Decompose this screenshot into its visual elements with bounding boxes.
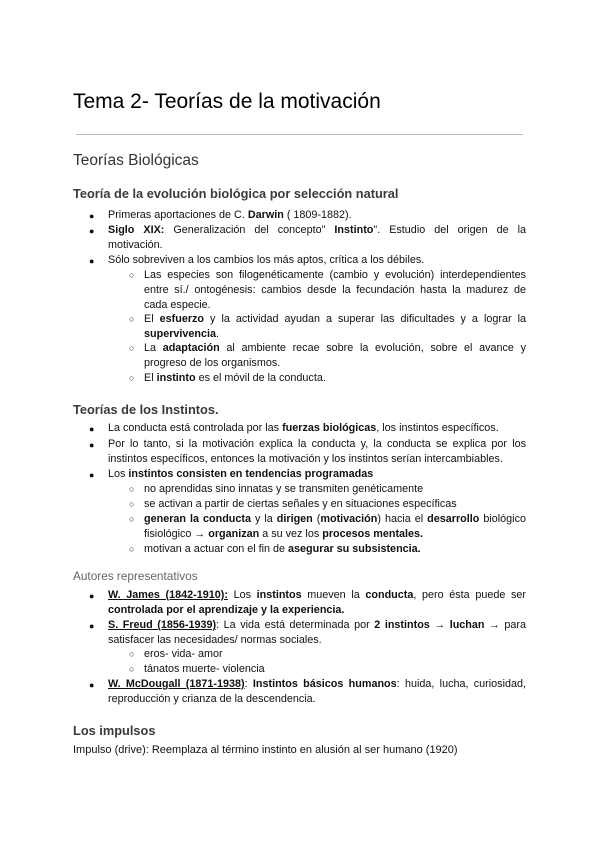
sub-list-item: generan la conducta y la dirigen (motivación) hacia el desarrollo biológico xyxy=(144,513,526,525)
circle-bullet-icon: ○ xyxy=(129,499,135,509)
sub-list-item-continuation: entre sí./ ontogénesis: cambios desde la fecundación hasta la madurez de xyxy=(144,284,526,296)
circle-bullet-icon: ○ xyxy=(129,664,135,674)
list-item: Sólo sobreviven a los cambios los más aptos, crítica a los débiles. xyxy=(108,254,425,266)
list-item-continuation: satisfacer las necesidades/ normas sociales. xyxy=(108,634,322,646)
list-item: W. McDougall (1871-1938): Instintos básicos humanos: huida, lucha, curiosidad, xyxy=(108,678,526,690)
sub-list-item: se activan a partir de ciertas señales y en situaciones específicas xyxy=(144,498,457,510)
circle-bullet-icon: ○ xyxy=(129,544,135,554)
sub-list-item-continuation: cada especie. xyxy=(144,299,211,311)
list-item-continuation: reproducción y crianza de la descendencia. xyxy=(108,693,316,705)
circle-bullet-icon: ○ xyxy=(129,514,135,524)
bullet-icon: ● xyxy=(89,591,95,601)
bullet-icon: ● xyxy=(89,440,95,450)
sub-list-item-continuation: fisiológico → organizan a su vez los procesos mentales. xyxy=(144,528,424,540)
list-item: S. Freud (1856-1939): La vida está determinada por 2 instintos → luchan → para xyxy=(108,619,526,631)
instincts-heading: Teorías de los Instintos. xyxy=(73,402,219,417)
section-heading: Teorías Biológicas xyxy=(73,152,199,169)
impulses-text: Impulso (drive): Reemplaza al término instinto en alusión al ser humano (1920) xyxy=(73,744,458,756)
circle-bullet-icon: ○ xyxy=(129,373,135,383)
bullet-icon: ● xyxy=(89,470,95,480)
sub-list-item: Las especies son filogenéticamente (cambio y evolución) interdependientes xyxy=(144,269,526,281)
sub-list-item: motivan a actuar con el fin de asegurar su subsistencia. xyxy=(144,543,421,555)
sub-list-item: La adaptación al ambiente recae sobre la evolución, sobre el avance y xyxy=(144,342,527,354)
list-item: Primeras aportaciones de C. Darwin ( 1809-1882). xyxy=(108,209,352,221)
circle-bullet-icon: ○ xyxy=(129,484,135,494)
sub-list-item: eros- vida- amor xyxy=(144,648,223,660)
list-item-continuation: controlada por el aprendizaje y la experiencia. xyxy=(108,604,345,616)
evolution-heading: Teoría de la evolución biológica por selección natural xyxy=(73,186,399,201)
circle-bullet-icon: ○ xyxy=(129,343,135,353)
circle-bullet-icon: ○ xyxy=(129,314,135,324)
list-item: Los instintos consisten en tendencias programadas xyxy=(108,468,374,480)
document-title: Tema 2- Teorías de la motivación xyxy=(73,90,381,113)
bullet-icon: ● xyxy=(89,621,95,631)
sub-list-item-continuation: progreso de los organismos. xyxy=(144,357,281,369)
impulses-heading: Los impulsos xyxy=(73,723,156,738)
bullet-icon: ● xyxy=(89,226,95,236)
list-item: Siglo XIX: Generalización del concepto" Instinto". Estudio del origen de la xyxy=(108,224,526,236)
sub-list-item: El instinto es el móvil de la conducta. xyxy=(144,372,326,384)
sub-list-item: no aprendidas sino innatas y se transmiten genéticamente xyxy=(144,483,424,495)
horizontal-rule xyxy=(76,134,523,135)
list-item: W. James (1842-1910): Los instintos mueven la conducta, pero ésta puede ser xyxy=(108,589,526,601)
list-item-continuation: motivación. xyxy=(108,239,163,251)
sub-list-item-continuation: supervivencia. xyxy=(144,328,220,340)
bullet-icon: ● xyxy=(89,211,95,221)
bullet-icon: ● xyxy=(89,424,95,434)
list-item-continuation: instintos específicos, entonces la motivación y los instintos serían intercambiables. xyxy=(108,453,503,465)
list-item: La conducta está controlada por las fuerzas biológicas, los instintos específicos. xyxy=(108,422,499,434)
list-item: Por lo tanto, si la motivación explica la conducta y, la conducta se explica por los xyxy=(108,438,526,450)
sub-list-item: El esfuerzo y la actividad ayudan a superar las dificultades y a lograr la xyxy=(144,313,526,325)
bullet-icon: ● xyxy=(89,256,95,266)
sub-list-item: tánatos muerte- violencia xyxy=(144,663,265,675)
circle-bullet-icon: ○ xyxy=(129,270,135,280)
circle-bullet-icon: ○ xyxy=(129,649,135,659)
bullet-icon: ● xyxy=(89,680,95,690)
authors-heading: Autores representativos xyxy=(73,569,198,583)
